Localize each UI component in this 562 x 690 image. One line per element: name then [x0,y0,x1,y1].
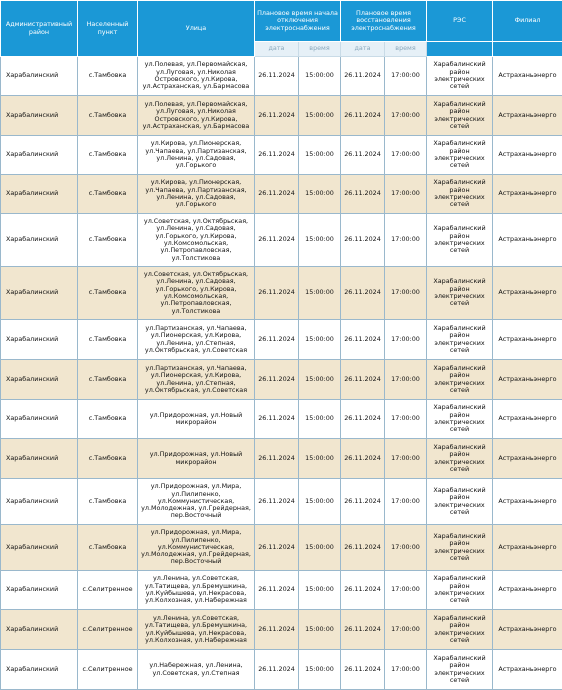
cell-res: Харабалинский район электрических сетей [427,57,493,96]
cell-res: Харабалинский район электрических сетей [427,525,493,571]
header-res: РЭС [427,1,493,42]
cell-branch: Астраханьэнерго [493,136,562,175]
cell-street: ул.Придорожная, ул.Новый микрорайон [138,439,255,479]
cell-locality: с.Тамбовка [78,57,138,96]
table-row [1,214,562,267]
table-row [1,525,562,571]
cell-off-date: 26.11.2024 [255,96,299,136]
cell-branch: Астраханьэнерго [493,571,562,610]
cell-street: ул.Советская, ул.Октябрьская, ул.Ленина, ул.Садовая, ул.Горького, ул.Кирова, ул.Комсомольская, ул.Петропавловская, ул.Толстикова [138,214,255,267]
table-row [1,571,562,610]
cell-off-time: 15:00:00 [299,571,341,610]
cell-off-time: 15:00:00 [299,479,341,525]
cell-locality: с.Тамбовка [78,96,138,136]
cell-district: Харабалинский [1,571,78,610]
cell-res: Харабалинский район электрических сетей [427,400,493,439]
cell-district: Харабалинский [1,267,78,320]
cell-on-date: 26.11.2024 [341,525,385,571]
cell-street: ул.Придорожная, ул.Мира, ул.Пилипенко, ул.Коммунистическая, ул.Молодежная, ул.Грейдерная, пер.Восточный [138,479,255,525]
cell-res: Харабалинский район электрических сетей [427,650,493,690]
header-locality: Населенный пункт [78,1,138,57]
cell-branch: Астраханьэнерго [493,96,562,136]
table-body [1,57,562,690]
cell-on-date: 26.11.2024 [341,57,385,96]
cell-off-date: 26.11.2024 [255,360,299,400]
cell-branch: Астраханьэнерго [493,57,562,96]
cell-on-date: 26.11.2024 [341,571,385,610]
cell-on-date: 26.11.2024 [341,267,385,320]
cell-res: Харабалинский район электрических сетей [427,360,493,400]
cell-off-time: 15:00:00 [299,439,341,479]
cell-street: ул.Кирова, ул.Пионерская, ул.Чапаева, ул.Партизанская, ул.Ленина, ул.Садовая, ул.Горького [138,175,255,214]
cell-branch: Астраханьэнерго [493,214,562,267]
cell-branch: Астраханьэнерго [493,479,562,525]
cell-district: Харабалинский [1,360,78,400]
cell-street: ул.Советская, ул.Октябрьская, ул.Ленина, ул.Садовая, ул.Горького, ул.Кирова, ул.Комсомольская, ул.Петропавловская, ул.Толстикова [138,267,255,320]
cell-on-time: 17:00:00 [385,175,427,214]
cell-district: Харабалинский [1,439,78,479]
cell-on-time: 17:00:00 [385,525,427,571]
cell-district: Харабалинский [1,400,78,439]
cell-branch: Астраханьэнерго [493,400,562,439]
cell-off-time: 15:00:00 [299,175,341,214]
cell-street: ул.Полевая, ул.Первомайская, ул.Луговая, ул.Николая Островского, ул.Кирова, ул.Астраханская, ул.Бармасова [138,96,255,136]
cell-off-time: 15:00:00 [299,400,341,439]
cell-off-time: 15:00:00 [299,525,341,571]
cell-locality: с.Тамбовка [78,360,138,400]
header-street: Улица [138,1,255,57]
cell-on-date: 26.11.2024 [341,136,385,175]
cell-off-date: 26.11.2024 [255,479,299,525]
cell-street: ул.Придорожная, ул.Мира, ул.Пилипенко, ул.Коммунистическая, ул.Молодежная, ул.Грейдерная, пер.Восточный [138,525,255,571]
subheader-off-date: дата [255,42,299,57]
table-row [1,267,562,320]
cell-street: ул.Ленина, ул.Советская, ул.Татищева, ул.Бремушкина, ул.Куйбышева, ул.Некрасова, ул.Колхозная, ул.Набережная [138,571,255,610]
cell-on-date: 26.11.2024 [341,400,385,439]
subheader-on-time: время [385,42,427,57]
cell-district: Харабалинский [1,214,78,267]
cell-street: ул.Партизанская, ул.Чапаева, ул.Пионерская, ул.Кирова, ул.Ленина, ул.Степная, ул.Октябрьская, ул.Советская [138,320,255,360]
cell-off-date: 26.11.2024 [255,267,299,320]
header-branch: Филиал [493,1,562,42]
cell-res: Харабалинский район электрических сетей [427,439,493,479]
cell-locality: с.Тамбовка [78,400,138,439]
cell-off-date: 26.11.2024 [255,175,299,214]
table-row [1,57,562,96]
cell-district: Харабалинский [1,175,78,214]
cell-on-time: 17:00:00 [385,400,427,439]
cell-street: ул.Ленина, ул.Советская, ул.Татищева, ул.Бремушкина, ул.Куйбышева, ул.Некрасова, ул.Колхозная, ул.Набережная [138,610,255,650]
cell-on-date: 26.11.2024 [341,360,385,400]
cell-street: ул.Кирова, ул.Пионерская, ул.Чапаева, ул.Партизанская, ул.Ленина, ул.Садовая, ул.Горького [138,136,255,175]
cell-off-time: 15:00:00 [299,96,341,136]
cell-branch: Астраханьэнерго [493,175,562,214]
cell-on-date: 26.11.2024 [341,320,385,360]
cell-branch: Астраханьэнерго [493,360,562,400]
table-row [1,96,562,136]
header-district: Административный район [1,1,78,57]
cell-on-date: 26.11.2024 [341,175,385,214]
table-row [1,320,562,360]
cell-off-date: 26.11.2024 [255,525,299,571]
cell-res: Харабалинский район электрических сетей [427,136,493,175]
cell-on-time: 17:00:00 [385,360,427,400]
table-row [1,136,562,175]
cell-locality: с.Тамбовка [78,136,138,175]
cell-street: ул.Набережная, ул.Ленина, ул.Советская, ул.Степная [138,650,255,690]
cell-on-time: 17:00:00 [385,96,427,136]
cell-off-date: 26.11.2024 [255,400,299,439]
cell-off-date: 26.11.2024 [255,136,299,175]
cell-off-time: 15:00:00 [299,320,341,360]
cell-branch: Астраханьэнерго [493,267,562,320]
cell-locality: с.Селитренное [78,610,138,650]
cell-district: Харабалинский [1,96,78,136]
table-row [1,439,562,479]
cell-district: Харабалинский [1,57,78,96]
cell-res: Харабалинский район электрических сетей [427,571,493,610]
cell-street: ул.Полевая, ул.Первомайская, ул.Луговая, ул.Николая Островского, ул.Кирова, ул.Астраханская, ул.Бармасова [138,57,255,96]
cell-res: Харабалинский район электрических сетей [427,96,493,136]
table-row [1,360,562,400]
cell-off-date: 26.11.2024 [255,571,299,610]
cell-locality: с.Тамбовка [78,320,138,360]
table-row [1,175,562,214]
subheader-res-blank [427,42,493,57]
cell-on-time: 17:00:00 [385,57,427,96]
cell-locality: с.Тамбовка [78,175,138,214]
cell-off-time: 15:00:00 [299,610,341,650]
cell-locality: с.Селитренное [78,650,138,690]
cell-off-date: 26.11.2024 [255,57,299,96]
cell-on-date: 26.11.2024 [341,96,385,136]
cell-off-time: 15:00:00 [299,650,341,690]
cell-branch: Астраханьэнерго [493,320,562,360]
cell-locality: с.Тамбовка [78,214,138,267]
cell-on-date: 26.11.2024 [341,650,385,690]
cell-res: Харабалинский район электрических сетей [427,214,493,267]
cell-on-time: 17:00:00 [385,320,427,360]
cell-off-time: 15:00:00 [299,360,341,400]
table-row [1,479,562,525]
table-row [1,400,562,439]
cell-off-date: 26.11.2024 [255,610,299,650]
cell-branch: Астраханьэнерго [493,525,562,571]
cell-res: Харабалинский район электрических сетей [427,320,493,360]
cell-on-time: 17:00:00 [385,439,427,479]
cell-street: ул.Придорожная, ул.Новый микрорайон [138,400,255,439]
subheader-on-date: дата [341,42,385,57]
header-off-time: Плановое время начала отключения электроснабжения [255,1,341,42]
cell-locality: с.Тамбовка [78,439,138,479]
cell-district: Харабалинский [1,525,78,571]
cell-branch: Астраханьэнерго [493,610,562,650]
cell-on-time: 17:00:00 [385,571,427,610]
cell-res: Харабалинский район электрических сетей [427,175,493,214]
cell-res: Харабалинский район электрических сетей [427,267,493,320]
cell-off-time: 15:00:00 [299,136,341,175]
cell-res: Харабалинский район электрических сетей [427,610,493,650]
cell-on-date: 26.11.2024 [341,610,385,650]
cell-on-time: 17:00:00 [385,267,427,320]
cell-off-date: 26.11.2024 [255,650,299,690]
cell-on-date: 26.11.2024 [341,439,385,479]
cell-on-time: 17:00:00 [385,479,427,525]
cell-on-date: 26.11.2024 [341,479,385,525]
cell-on-time: 17:00:00 [385,136,427,175]
cell-locality: с.Тамбовка [78,479,138,525]
cell-district: Харабалинский [1,610,78,650]
header-on-time: Плановое время восстановления электроснабжения [341,1,427,42]
cell-locality: с.Тамбовка [78,525,138,571]
cell-on-time: 17:00:00 [385,650,427,690]
subheader-off-time: время [299,42,341,57]
cell-district: Харабалинский [1,136,78,175]
table-row [1,610,562,650]
cell-district: Харабалинский [1,320,78,360]
cell-locality: с.Тамбовка [78,267,138,320]
cell-street: ул.Партизанская, ул.Чапаева, ул.Пионерская, ул.Кирова, ул.Ленина, ул.Степная, ул.Октябрьская, ул.Советская [138,360,255,400]
subheader-branch-blank [493,42,562,57]
cell-on-date: 26.11.2024 [341,214,385,267]
cell-off-time: 15:00:00 [299,57,341,96]
cell-on-time: 17:00:00 [385,610,427,650]
cell-off-time: 15:00:00 [299,267,341,320]
cell-off-time: 15:00:00 [299,214,341,267]
header-row [1,1,562,42]
cell-district: Харабалинский [1,650,78,690]
cell-off-date: 26.11.2024 [255,214,299,267]
cell-on-time: 17:00:00 [385,214,427,267]
table-row [1,650,562,690]
cell-res: Харабалинский район электрических сетей [427,479,493,525]
cell-off-date: 26.11.2024 [255,320,299,360]
cell-district: Харабалинский [1,479,78,525]
cell-branch: Астраханьэнерго [493,650,562,690]
cell-branch: Астраханьэнерго [493,439,562,479]
cell-locality: с.Селитренное [78,571,138,610]
cell-off-date: 26.11.2024 [255,439,299,479]
